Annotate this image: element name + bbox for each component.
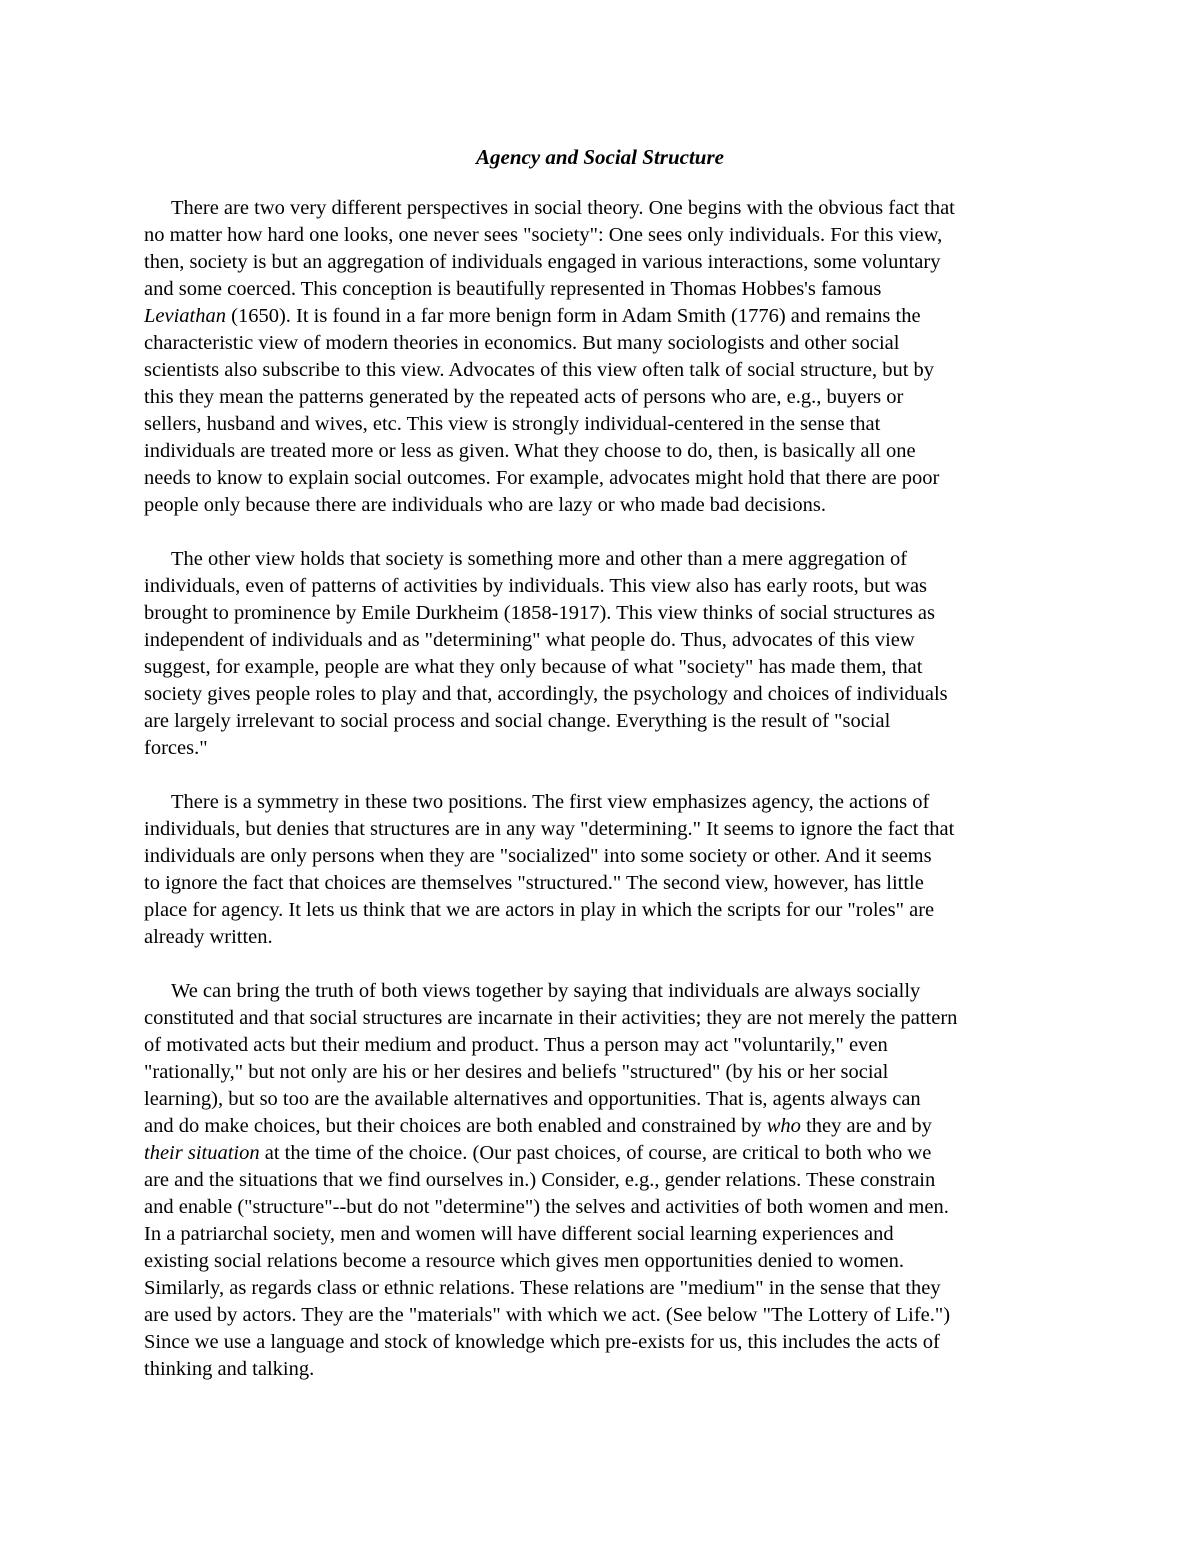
text-run: Similarly, as regards class or ethnic relations. These relations are "medium" in the sense that they <box>144 1277 941 1299</box>
text-line <box>144 249 1064 276</box>
text-run: individuals are only persons when they are "socialized" into some society or other. And it seems <box>144 845 932 867</box>
text-run: There is a symmetry in these two positions. The first view emphasizes agency, the actions of <box>171 791 930 813</box>
text-run: this they mean the patterns generated by the repeated acts of persons who are, e.g., buyers or <box>144 386 904 408</box>
text-run: There are two very different perspectives in social theory. One begins with the obvious fact that <box>171 197 955 219</box>
text-line <box>144 708 1064 735</box>
text-run: society gives people roles to play and that, accordingly, the psychology and choices of individuals <box>144 683 948 705</box>
text-line <box>144 573 1064 600</box>
text-run: no matter how hard one looks, one never sees "society": One sees only individuals. For this view, <box>144 224 943 246</box>
text-run: existing social relations become a resource which gives men opportunities denied to women. <box>144 1250 905 1272</box>
paragraph <box>144 546 1064 762</box>
text-line <box>144 222 1064 249</box>
text-run: (1650). It is found in a far more benign form in Adam Smith (1776) and remains the <box>226 305 921 327</box>
text-line <box>144 1275 1064 1302</box>
text-line <box>144 1140 1064 1167</box>
paragraph <box>144 789 1064 951</box>
text-line <box>144 816 1064 843</box>
text-line <box>144 1167 1064 1194</box>
text-line <box>144 492 1064 519</box>
text-run: are largely irrelevant to social process and social change. Everything is the result of "social <box>144 710 891 732</box>
text-line <box>144 870 1064 897</box>
text-run: constituted and that social structures are incarnate in their activities; they are not merely the pattern <box>144 1007 958 1029</box>
text-line <box>144 1221 1064 1248</box>
text-run: then, society is but an aggregation of individuals engaged in various interactions, some voluntary <box>144 251 941 273</box>
text-run: "rationally," but not only are his or her desires and beliefs "structured" (by his or her social <box>144 1061 889 1083</box>
text-run: brought to prominence by Emile Durkheim (1858-1917). This view thinks of social structures as <box>144 602 936 624</box>
text-run: scientists also subscribe to this view. Advocates of this view often talk of social structure, but by <box>144 359 935 381</box>
text-line <box>144 1059 1064 1086</box>
text-line <box>144 384 1064 411</box>
text-line <box>144 735 1064 762</box>
text-run: are used by actors. They are the "materials" with which we act. (See below "The Lottery of Life.") <box>144 1304 951 1326</box>
italic-text: their situation <box>144 1142 260 1164</box>
text-line <box>144 627 1064 654</box>
text-line <box>144 897 1064 924</box>
text-run: thinking and talking. <box>144 1358 315 1380</box>
paragraph <box>144 195 1064 519</box>
text-line <box>144 276 1064 303</box>
text-run: sellers, husband and wives, etc. This view is strongly individual-centered in the sense that <box>144 413 881 435</box>
text-line <box>144 843 1064 870</box>
text-run: needs to know to explain social outcomes. For example, advocates might hold that there are poor <box>144 467 940 489</box>
text-line <box>144 465 1064 492</box>
text-line <box>144 438 1064 465</box>
text-run: at the time of the choice. (Our past choices, of course, are critical to both who we <box>259 1142 932 1164</box>
text-run: learning), but so too are the available alternatives and opportunities. That is, agents always can <box>144 1088 921 1110</box>
text-run: to ignore the fact that choices are themselves "structured." The second view, however, has little <box>144 872 924 894</box>
text-run: The other view holds that society is something more and other than a mere aggregation of <box>171 548 908 570</box>
text-line <box>144 1032 1064 1059</box>
text-run: We can bring the truth of both views together by saying that individuals are always socially <box>171 980 921 1002</box>
text-line <box>144 546 1064 573</box>
text-run: place for agency. It lets us think that we are actors in play in which the scripts for our "roles" are <box>144 899 935 921</box>
text-run: and do make choices, but their choices are both enabled and constrained by <box>144 1115 767 1137</box>
text-line <box>144 1113 1064 1140</box>
text-run: individuals, but denies that structures are in any way "determining." It seems to ignore the fact that <box>144 818 955 840</box>
paragraph <box>144 978 1064 1383</box>
text-run: individuals are treated more or less as given. What they choose to do, then, is basically all one <box>144 440 916 462</box>
text-line <box>144 1194 1064 1221</box>
text-run: independent of individuals and as "determining" what people do. Thus, advocates of this view <box>144 629 915 651</box>
text-run: forces." <box>144 737 208 759</box>
document-body <box>144 195 1064 1410</box>
text-line <box>144 303 1064 330</box>
text-line <box>144 789 1064 816</box>
text-run: suggest, for example, people are what they only because of what "society" has made them, that <box>144 656 923 678</box>
italic-text: Leviathan <box>144 305 226 327</box>
text-run: characteristic view of modern theories in economics. But many sociologists and other social <box>144 332 900 354</box>
text-line <box>144 1329 1064 1356</box>
text-run: Since we use a language and stock of knowledge which pre-exists for us, this includes the acts of <box>144 1331 940 1353</box>
text-line <box>144 195 1064 222</box>
text-line <box>144 330 1064 357</box>
text-run: already written. <box>144 926 273 948</box>
text-line <box>144 1086 1064 1113</box>
text-run: of motivated acts but their medium and product. Thus a person may act "voluntarily," even <box>144 1034 888 1056</box>
text-run: people only because there are individuals who are lazy or who made bad decisions. <box>144 494 826 516</box>
text-line <box>144 1005 1064 1032</box>
text-line <box>144 924 1064 951</box>
document-title: Agency and Social Structure <box>476 145 724 169</box>
text-line <box>144 357 1064 384</box>
text-line <box>144 411 1064 438</box>
text-run: they are and by <box>800 1115 932 1137</box>
text-line <box>144 1356 1064 1383</box>
italic-text: who <box>766 1115 801 1137</box>
text-line <box>144 978 1064 1005</box>
text-line <box>144 681 1064 708</box>
text-line <box>144 654 1064 681</box>
text-run: In a patriarchal society, men and women will have different social learning experiences and <box>144 1223 894 1245</box>
text-line <box>144 1248 1064 1275</box>
text-line <box>144 600 1064 627</box>
text-line <box>144 1302 1064 1329</box>
text-run: individuals, even of patterns of activities by individuals. This view also has early roots, but was <box>144 575 928 597</box>
text-run: and enable ("structure"--but do not "determine") the selves and activities of both women and men. <box>144 1196 949 1218</box>
text-run: are and the situations that we find ourselves in.) Consider, e.g., gender relations. These constrain <box>144 1169 936 1191</box>
text-run: and some coerced. This conception is beautifully represented in Thomas Hobbes's famous <box>144 278 882 300</box>
